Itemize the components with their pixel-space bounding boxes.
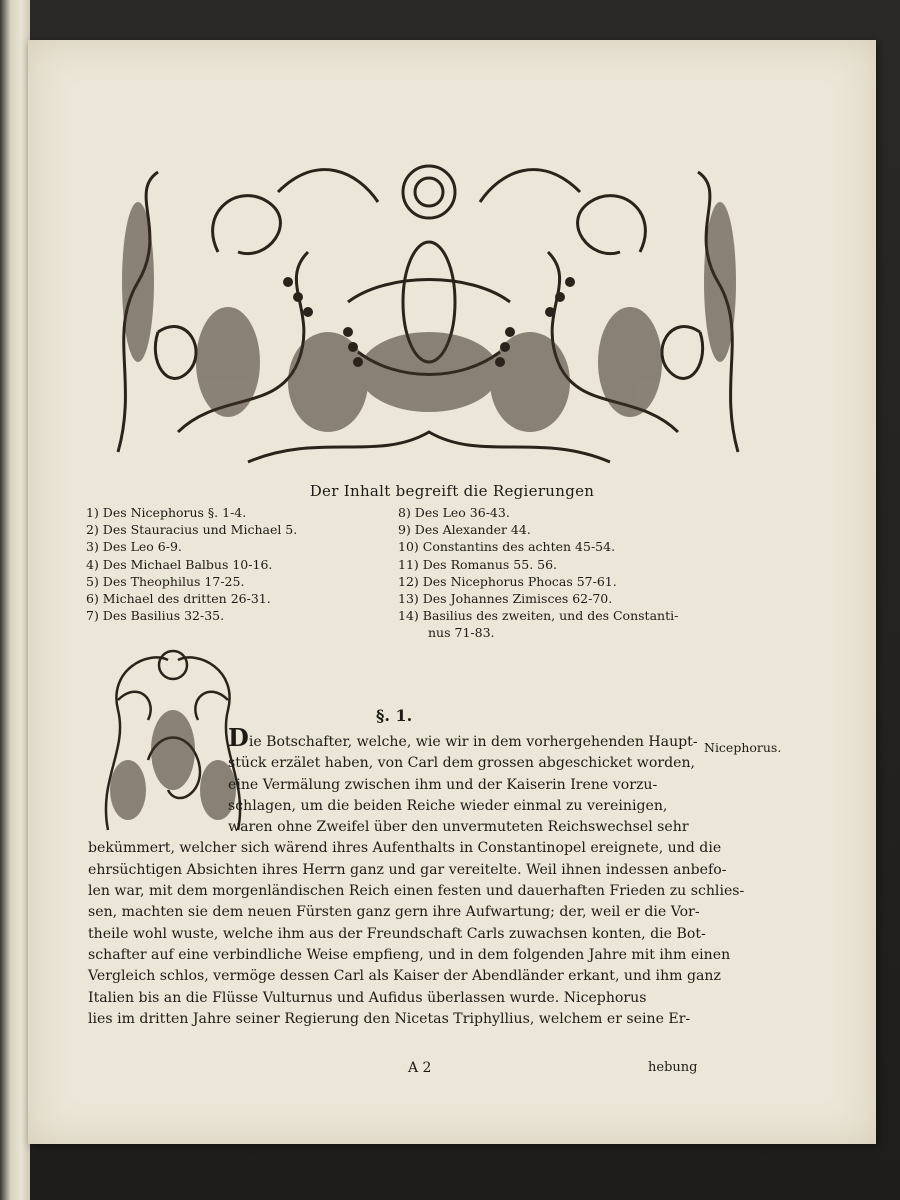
text-line: schafter auf eine verbindliche Weise empfieng, und in dem folgenden Jahre mit ihm einen [88,946,731,963]
toc-entry: 13) Des Johannes Zimisces 62-70. [398,591,613,607]
previous-page-edge [0,0,30,1200]
text-line: ehrsüchtigen Absichten ihres Herrn ganz und gar vereitelte. Weil ihnen indessen anbefo- [88,861,727,878]
toc-right-column [398,504,698,642]
text-line: Italien bis an die Flüsse Vulturnus und Aufidus überlassen wurde. Nicephorus [88,989,647,1006]
body-text [88,723,745,1030]
toc-entry: 2) Des Stauracius und Michael 5. [86,522,298,538]
signature-mark: A 2 [408,1060,432,1076]
toc-entry: 8) Des Leo 36-43. [398,505,510,520]
toc-entry-continuation: nus 71-83. [428,625,495,641]
toc-title: Der Inhalt begreift die Regierungen [309,482,595,500]
toc-entry: 14) Basilius des zweiten, und des Constanti- [398,608,679,624]
margin-note: Nicephorus. [704,740,782,755]
toc-entry: 12) Des Nicephorus Phocas 57-61. [398,573,617,589]
text-line: lies im dritten Jahre seiner Regierung den Nicetas Triphyllius, welchem er seine Er- [88,1010,691,1027]
ornamental-headpiece-icon [98,132,760,472]
catchword: hebung [648,1060,698,1075]
toc-entry: 5) Des Theophilus 17-25. [86,573,245,589]
toc-left-column [86,504,386,624]
text-line: schlagen, um die beiden Reiche wieder einmal zu vereinigen, [228,797,668,814]
text-line: Die Botschafter, welche, wie wir in dem vorhergehenden Haupt- [228,723,698,752]
text-line: waren ohne Zweifel über den unvermuteten Reichswechsel sehr [228,819,689,836]
text-line: sen, machten sie dem neuen Fürsten ganz gern ihre Aufwartung; der, weil er die Vor- [88,904,700,921]
toc-entry: 6) Michael des dritten 26-31. [86,591,271,607]
section-heading: §. 1. [376,706,413,725]
toc-entry: 4) Des Michael Balbus 10-16. [86,556,273,572]
text-line: bekümmert, welcher sich wärend ihres Aufenthalts in Constantinopel ereignete, und die [88,840,722,857]
toc-entry: 7) Des Basilius 32-35. [86,608,225,624]
text-line: stück erzälet haben, von Carl dem grossen abgeschicket worden, [228,755,696,772]
toc-entry: 10) Constantins des achten 45-54. [398,539,616,555]
book-page [28,40,876,1144]
toc-entry: 3) Des Leo 6-9. [86,539,182,555]
initial-letter: D [228,723,249,752]
toc-entry: 9) Des Alexander 44. [398,522,531,538]
text-line: len war, mit dem morgenländischen Reich einen festen und dauerhaften Frieden zu schlies- [88,883,745,900]
text-line: theile wohl wuste, welche ihm aus der Freundschaft Carls zuwachsen konten, die Bot- [88,925,706,942]
toc-entry: 11) Des Romanus 55. 56. [398,556,558,572]
text-line: eine Vermälung zwischen ihm und der Kaiserin Irene vorzu- [228,776,658,793]
text-line: Vergleich schlos, vermöge dessen Carl als Kaiser der Abendländer erkant, und ihm ganz [88,968,721,985]
toc-entry: 1) Des Nicephorus §. 1-4. [86,505,247,520]
